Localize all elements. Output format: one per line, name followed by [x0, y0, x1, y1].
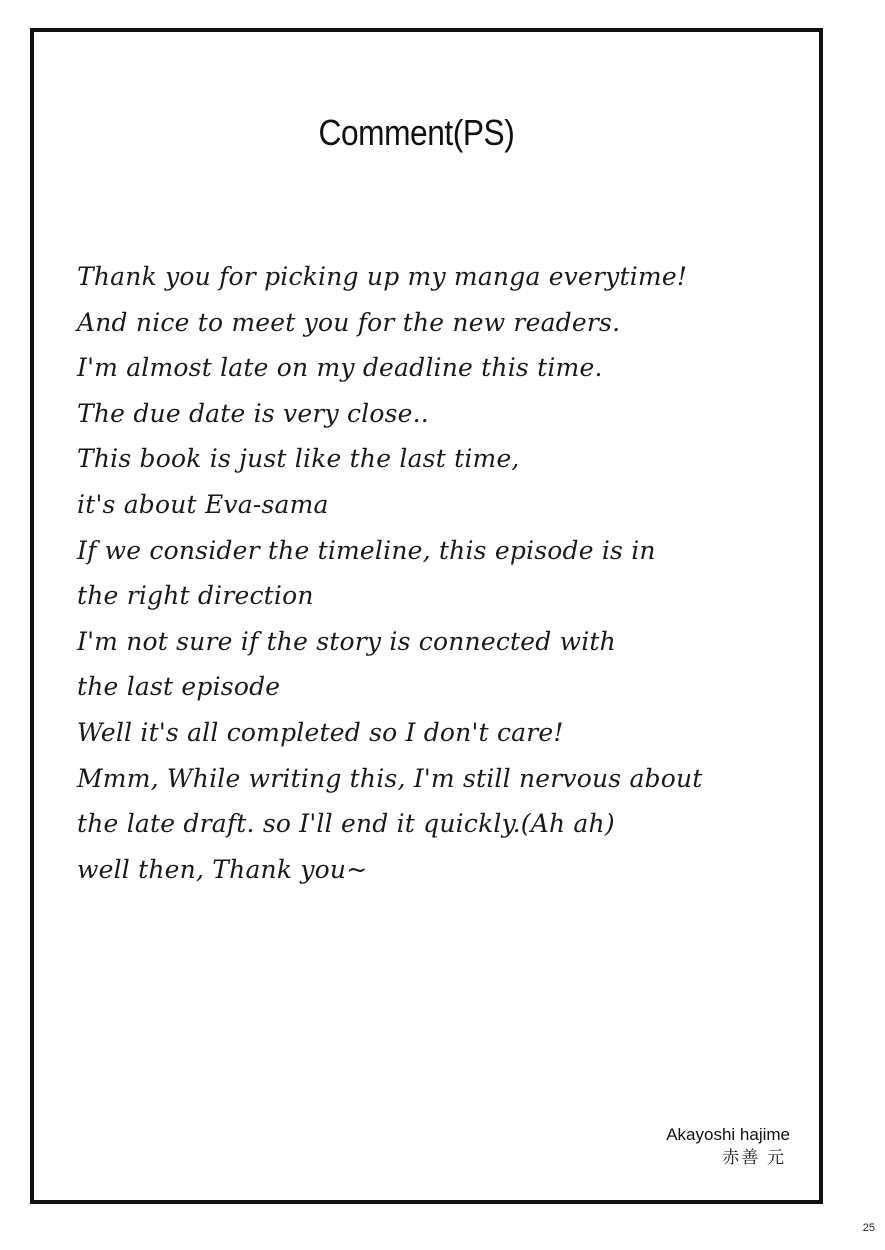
- comment-line: Thank you for picking up my manga everytime!: [77, 262, 688, 291]
- page-title: Comment(PS): [318, 112, 515, 153]
- comment-line: Mmm, While writing this, I'm still nervous about: [77, 763, 703, 793]
- comment-line: Well it's all completed so I don't care!: [77, 717, 564, 747]
- comment-line: the late draft. so I'll end it quickly.(Ah ah): [77, 809, 615, 839]
- comment-body: [77, 254, 797, 892]
- comment-line: it's about Eva-sama: [77, 489, 329, 519]
- comment-line: well then, Thank you~: [77, 854, 368, 884]
- comment-line: If we consider the timeline, this episode is in: [77, 535, 656, 565]
- author-name: Akayoshi hajime: [666, 1125, 790, 1144]
- comment-line: I'm not sure if the story is connected with: [77, 626, 616, 656]
- comment-line: And nice to meet you for the new readers.: [77, 307, 621, 337]
- comment-line: the last episode: [77, 672, 281, 702]
- author-signature: [666, 1124, 790, 1170]
- page-number: 25: [862, 1222, 875, 1234]
- comment-line: I'm almost late on my deadline this time.: [77, 353, 603, 383]
- comment-line: the right direction: [77, 581, 314, 611]
- comment-line: This book is just like the last time,: [77, 444, 520, 474]
- comment-line: The due date is very close..: [77, 398, 429, 428]
- author-name-japanese: 赤善 元: [722, 1148, 786, 1167]
